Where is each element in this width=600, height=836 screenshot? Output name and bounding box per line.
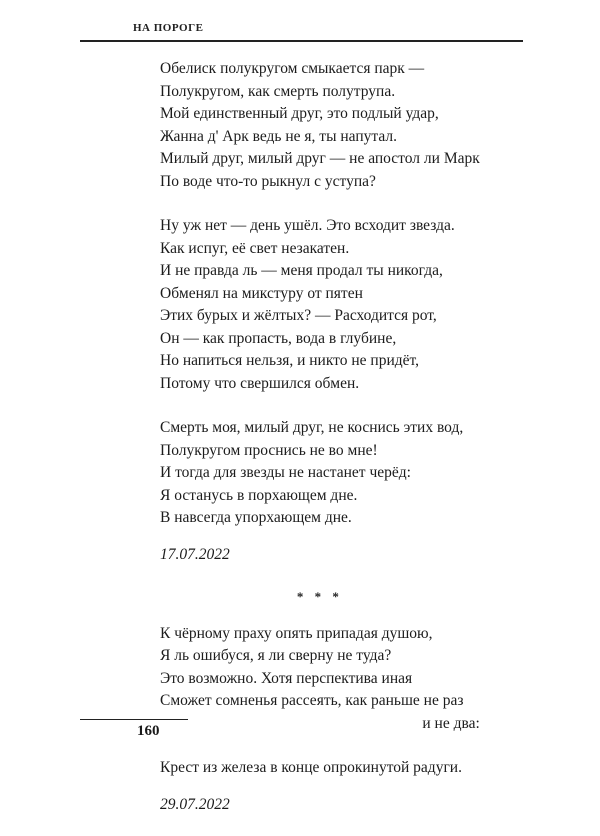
verse-line: Жанна д' Арк ведь не я, ты напутал. <box>160 127 397 145</box>
poem2-stanza-1 <box>160 623 480 736</box>
running-header-title: НА ПОРОГЕ <box>133 22 204 34</box>
verse-line: Обелиск полукругом смыкается парк — <box>160 60 425 77</box>
poem2-stanza-2 <box>160 757 480 780</box>
header-rule <box>80 40 523 42</box>
verse-line: Потому что свершился обмен. <box>160 374 360 392</box>
poem1-stanza-1 <box>160 58 480 193</box>
poem1-stanza-3 <box>160 417 480 530</box>
verse-line: По воде что-то рыкнул с уступа? <box>160 172 376 190</box>
verse-line: Я останусь в порхающем дне. <box>160 486 358 504</box>
verse-line: В навсегда упорхающем дне. <box>160 509 352 526</box>
verse-line: Полукругом проснись не во мне! <box>160 441 378 459</box>
verse-line: Смерть моя, милый друг, не коснись этих вод, <box>160 419 464 436</box>
verse-line: Сможет сомненья рассеять, как раньше не раз <box>160 692 464 709</box>
verse-line: Я ль ошибуся, я ли сверну не туда? <box>160 647 392 664</box>
verse-line: Этих бурых и жёлтых? — Расходится рот, <box>160 307 437 324</box>
verse-line: Милый друг, милый друг — не апостол ли Марк <box>160 150 480 167</box>
poem1-stanza-2 <box>160 215 480 395</box>
section-separator: * * * <box>296 589 343 604</box>
verse-line: Полукругом, как смерть полутрупа. <box>160 82 396 100</box>
verse-line: Это возможно. Хотя перспектива иная <box>160 669 413 687</box>
verse-line: Как испуг, её свет незакатен. <box>160 239 350 257</box>
verse-line: и не два: <box>422 714 480 732</box>
verse-line: Мой единственный друг, это подлый удар, <box>160 105 439 122</box>
verse-line: И тогда для звезды не настанет черёд: <box>160 464 411 481</box>
verse-line: Он — как пропасть, вода в глубине, <box>160 329 397 347</box>
verse-line: Крест из железа в конце опрокинутой радуги. <box>160 759 462 776</box>
footer-rule <box>80 719 188 720</box>
verse-line: Но напиться нельзя, и никто не придёт, <box>160 352 420 369</box>
verse-line: Ну уж нет — день ушёл. Это всходит звезда. <box>160 217 455 234</box>
poem-body <box>160 58 480 836</box>
verse-line: К чёрному праху опять припадая душою, <box>160 624 433 642</box>
poem2-date: 29.07.2022 <box>160 795 230 813</box>
page-number: 160 <box>137 723 160 739</box>
verse-line: Обменял на микстуру от пятен <box>160 284 363 302</box>
verse-line: И не правда ль — меня продал ты никогда, <box>160 262 443 279</box>
poem1-date: 17.07.2022 <box>160 545 230 563</box>
